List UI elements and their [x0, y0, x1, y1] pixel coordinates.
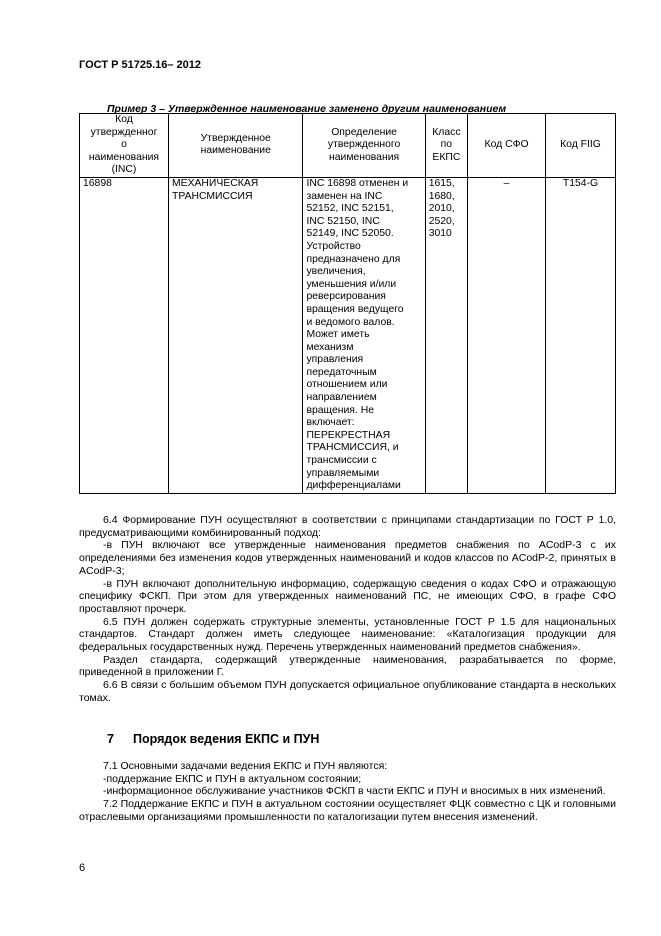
paragraph-6-4: 6.4 Формирование ПУН осуществляют в соответствии с принципами стандартизации по ГОСТ Р 1.0, предусматривающими комбинированный подход:: [79, 514, 616, 539]
paragraph-6-4-item-2: -в ПУН включают дополнительную информацию, содержащую сведения о кодах СФО и отражающую специфику ФСКП. При этом для утвержденных наименований ПС, не имеющих СФО, в графе СФО проставляют прочерк.: [79, 577, 616, 615]
header-class: Класс по ЕКПС: [425, 114, 467, 178]
table-header-row: [80, 114, 616, 178]
cell-sfo-code: –: [468, 177, 546, 493]
header-definition: Определение утвержденного наименования: [303, 114, 425, 178]
header-sfo-code: Код СФО: [468, 114, 546, 178]
section-7-text: [79, 760, 616, 824]
section-7-number: 7: [107, 732, 114, 746]
header-inc-code: Код утвержденног о наименования (INC): [80, 114, 169, 178]
paragraph-7-1-item-2: -информационное обслуживание участников ФСКП в части ЕКПС и ПУН и вносимых в них изменений.: [103, 785, 606, 798]
paragraph-7-1: 7.1 Основными задачами ведения ЕКПС и ПУН являются:: [103, 760, 388, 772]
section-6-text: [79, 514, 616, 705]
approved-names-table: [79, 113, 616, 494]
cell-class: 1615, 1680, 2010, 2520, 3010: [425, 177, 467, 493]
paragraph-6-4-item-1: -в ПУН включают все утвержденные наименования предметов снабжения по ACodP-3 с их определениями без изменения кодов утвержденных наименований и кодов классов по ACodP-2, принятых в ACodP-3;: [79, 539, 616, 577]
cell-approved-name: МЕХАНИЧЕСКАЯ ТРАНСМИССИЯ: [168, 177, 302, 493]
section-7-title: Порядок ведения ЕКПС и ПУН: [133, 732, 320, 746]
cell-inc-code: 16898: [80, 177, 169, 493]
paragraph-6-5: 6.5 ПУН должен содержать структурные элементы, установленные ГОСТ Р 1.5 для национальных стандартов. Стандарт должен иметь следующее наименование: «Каталогизация продукции для федеральных государственных нужд. Перечень утвержденных наименований предметов снабжения».: [79, 615, 616, 654]
header-approved-name: Утвержденное наименование: [168, 114, 302, 178]
section-7-heading: [107, 732, 319, 746]
page-number: 6: [79, 862, 86, 874]
document-header: ГОСТ Р 51725.16– 2012: [79, 59, 202, 71]
paragraph-7-1-item-1: -поддержание ЕКПС и ПУН в актуальном состоянии;: [103, 772, 362, 785]
table-row: [80, 177, 616, 493]
cell-fiig-code: Т154-G: [546, 177, 616, 493]
cell-definition: INC 16898 отменен и заменен на INC 52152, INC 52151, INC 52150, INC 52149, INC 52050. Устройство предназначено для увеличения, уменьшения и/или реверсирования вращения ведущего и ведомого валов. Может иметь механизм управления передаточным отношением или направлением вращения. Не включает: ПЕРЕКРЕСТНАЯ ТРАНСМИССИЯ, и трансмиссии с управляемыми дифференциалами: [303, 177, 425, 493]
paragraph-6-6: 6.6 В связи с большим объемом ПУН допускается официальное опубликование стандарта в нескольких томах.: [79, 679, 616, 704]
table-caption: Пример 3 – Утвержденное наименование заменено другим наименованием: [107, 103, 507, 115]
header-fiig-code: Код FIIG: [546, 114, 616, 178]
paragraph-7-2: 7.2 Поддержание ЕКПС и ПУН в актуальном состоянии осуществляет ФЦК совместно с ЦК и головными отраслевыми организациями промышленности по каталогизации путем внесения изменений.: [79, 798, 616, 823]
paragraph-6-5-annex: Раздел стандарта, содержащий утвержденные наименования, разрабатывается по форме, приведенной в приложении Г.: [79, 653, 616, 679]
